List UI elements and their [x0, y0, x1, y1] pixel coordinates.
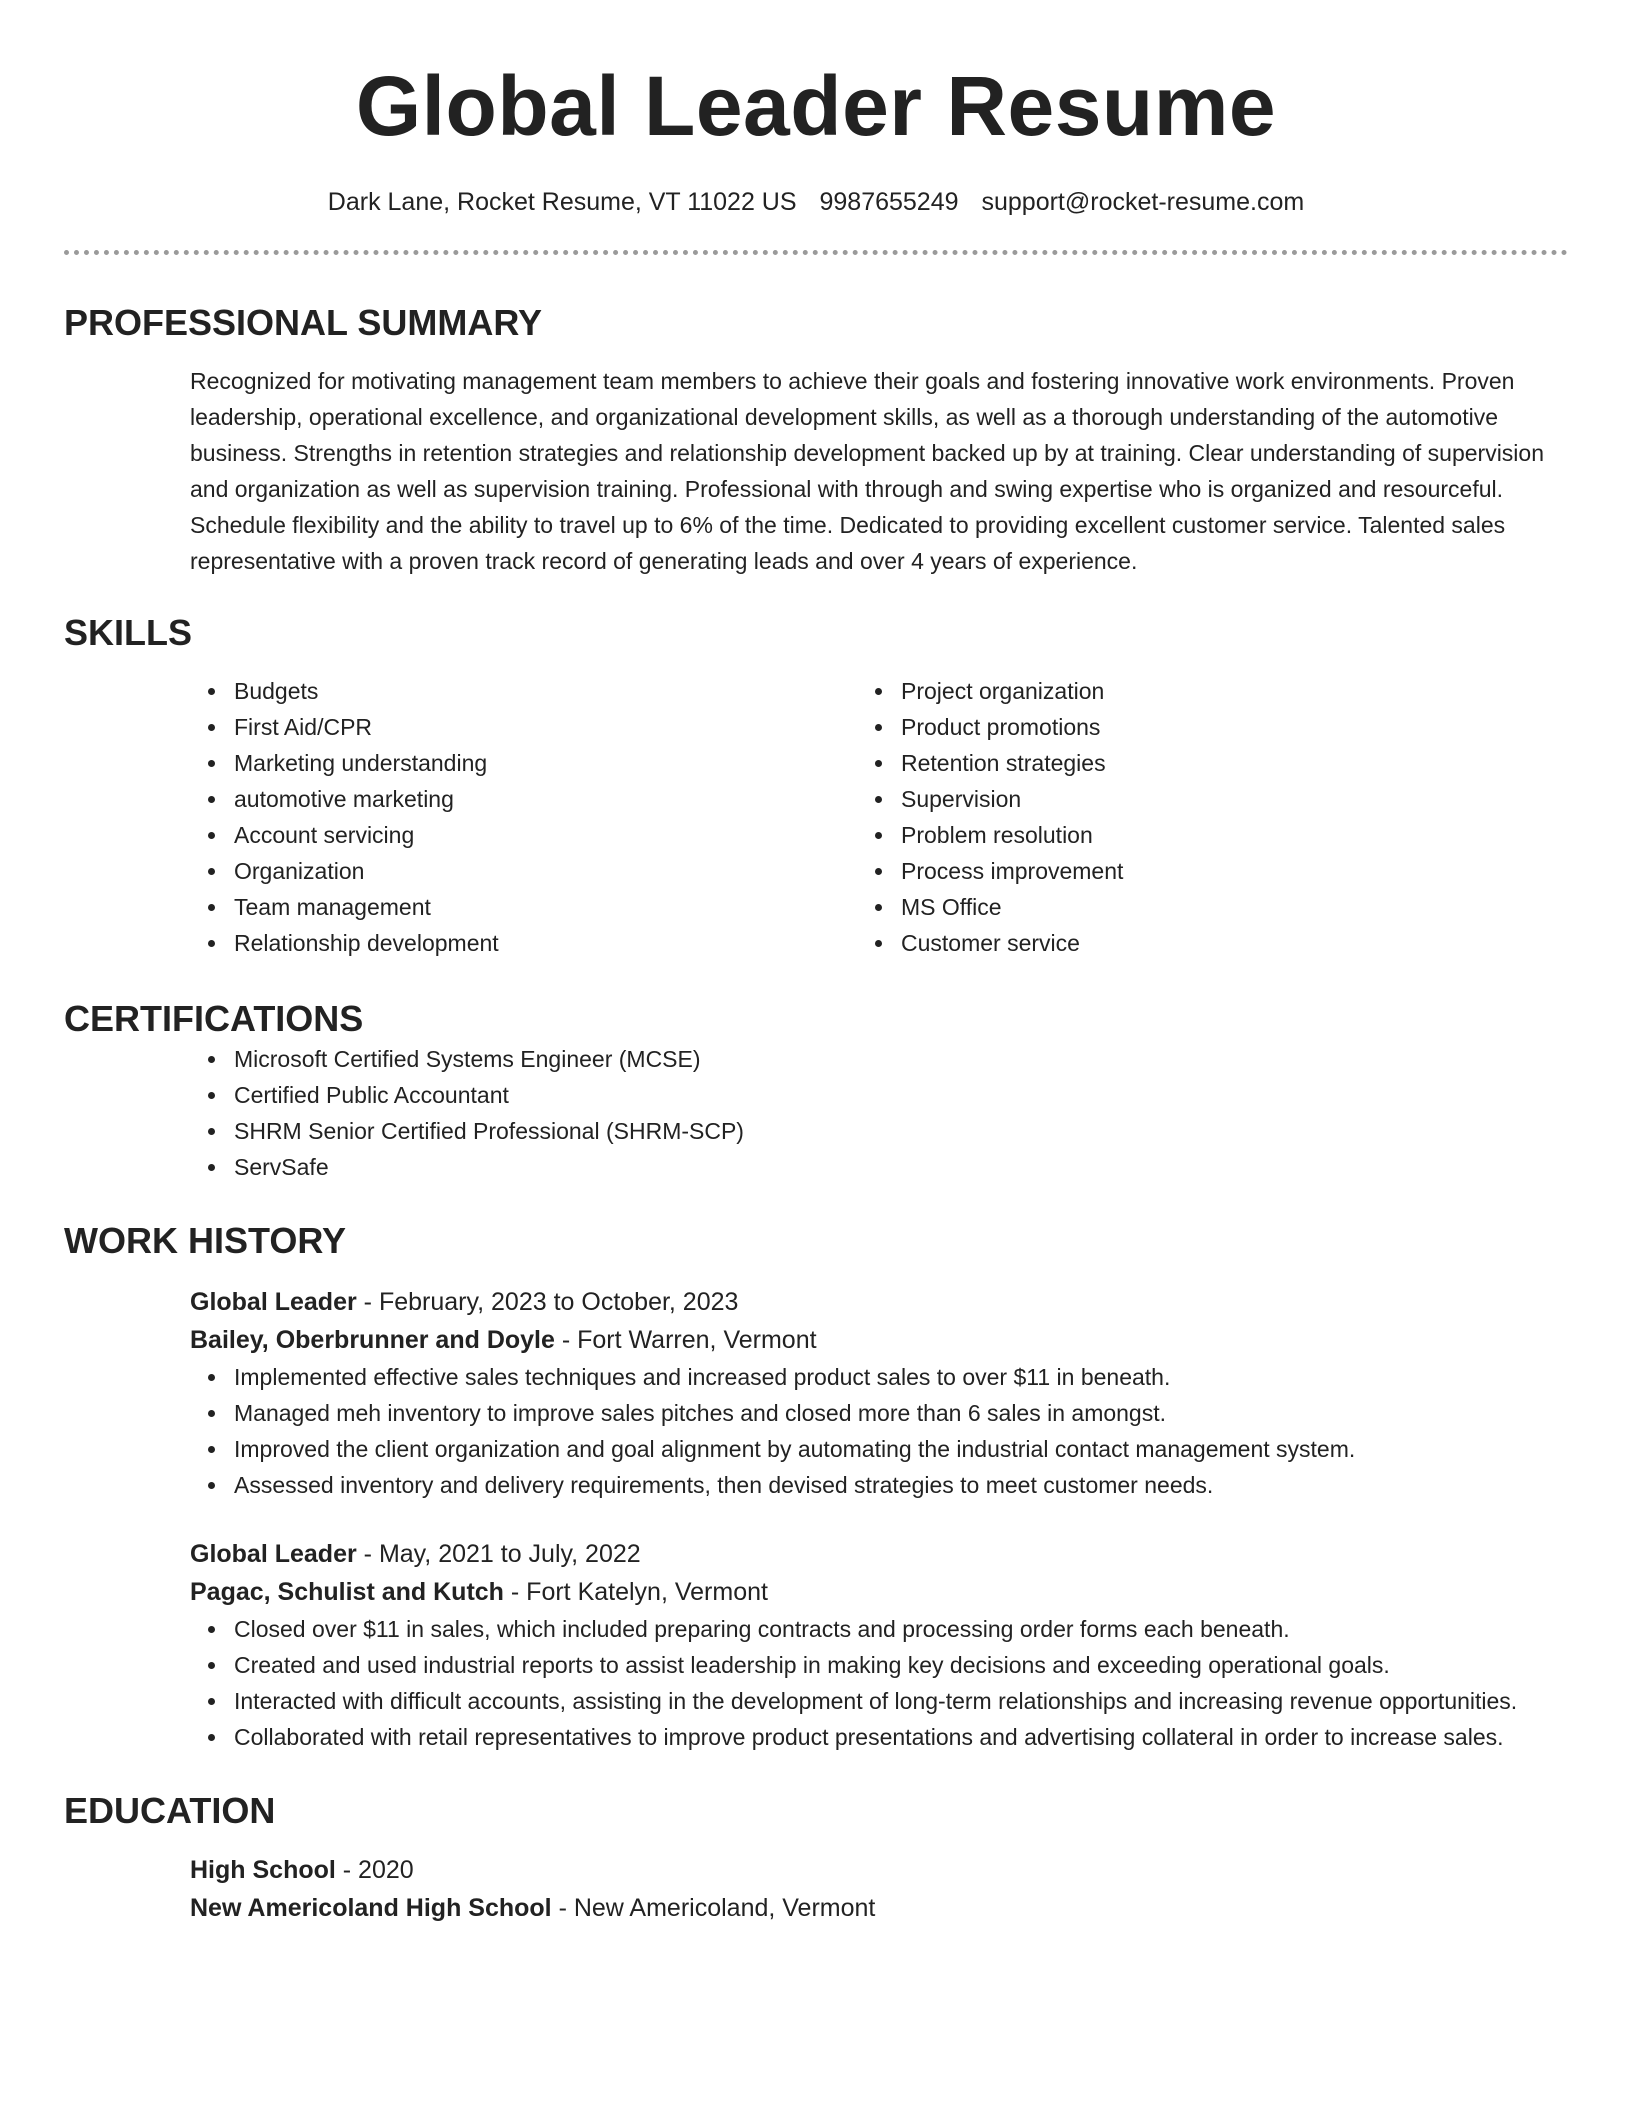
skill-item: Product promotions — [901, 709, 1568, 745]
section-heading-skills: SKILLS — [64, 612, 193, 653]
certifications-list — [64, 1041, 1568, 1185]
resume-title: Global Leader Resume — [355, 59, 1277, 153]
job-company-line: Bailey, Oberbrunner and Doyle - Fort Warren, Vermont — [190, 1326, 817, 1354]
skill-item: Problem resolution — [901, 817, 1568, 853]
job-bullet: Created and used industrial reports to assist leadership in making key decisions and exceeding operational goals. — [234, 1647, 1568, 1683]
header-divider — [64, 250, 1568, 255]
certification-item: SHRM Senior Certified Professional (SHRM-SCP) — [234, 1113, 1568, 1149]
job-entry — [64, 1535, 1568, 1755]
skill-item: Retention strategies — [901, 745, 1568, 781]
job-bullet: Implemented effective sales techniques and increased product sales to over $11 in beneath. — [234, 1359, 1568, 1395]
skill-item: Marketing understanding — [234, 745, 901, 781]
job-bullets — [64, 1611, 1568, 1755]
job-bullets — [64, 1359, 1568, 1503]
education-school: New Americoland High School — [190, 1894, 552, 1922]
job-company: Pagac, Schulist and Kutch — [190, 1578, 504, 1606]
contact-line — [64, 186, 1568, 218]
education-degree: High School — [190, 1856, 336, 1884]
job-bullet: Assessed inventory and delivery requirements, then devised strategies to meet customer needs. — [234, 1467, 1568, 1503]
job-company-line: Pagac, Schulist and Kutch - Fort Katelyn, Vermont — [190, 1578, 768, 1606]
education-year: 2020 — [358, 1856, 414, 1884]
section-heading-summary: PROFESSIONAL SUMMARY — [64, 302, 543, 343]
job-title: Global Leader — [190, 1288, 357, 1316]
job-location: Fort Katelyn, Vermont — [526, 1578, 768, 1606]
job-title-line: Global Leader - February, 2023 to October, 2023 — [190, 1288, 739, 1316]
education-section — [64, 1789, 1568, 1927]
skills-list-left — [234, 673, 901, 961]
skill-item: Process improvement — [901, 853, 1568, 889]
skill-item: automotive marketing — [234, 781, 901, 817]
skill-item: Customer service — [901, 925, 1568, 961]
skill-item: Budgets — [234, 673, 901, 709]
certification-item: Certified Public Accountant — [234, 1077, 1568, 1113]
work-history-section — [64, 1219, 1568, 1755]
certification-item: Microsoft Certified Systems Engineer (MCSE) — [234, 1041, 1568, 1077]
education-degree-line: High School - 2020 — [190, 1856, 414, 1884]
job-bullet: Interacted with difficult accounts, assisting in the development of long-term relationships and increasing revenue opportunities. — [234, 1683, 1568, 1719]
contact-address: Dark Lane, Rocket Resume, VT 11022 US — [327, 188, 797, 216]
section-heading-work-history: WORK HISTORY — [64, 1220, 347, 1261]
skill-item: Relationship development — [234, 925, 901, 961]
education-entry — [64, 1851, 1568, 1927]
skill-item: First Aid/CPR — [234, 709, 901, 745]
job-bullet: Improved the client organization and goal alignment by automating the industrial contact management system. — [234, 1431, 1568, 1467]
job-title-line: Global Leader - May, 2021 to July, 2022 — [190, 1540, 641, 1568]
job-bullet: Managed meh inventory to improve sales pitches and closed more than 6 sales in amongst. — [234, 1395, 1568, 1431]
skill-item: Project organization — [901, 673, 1568, 709]
skills-columns — [64, 673, 1568, 961]
contact-phone: 9987655249 — [819, 188, 959, 216]
summary-text: Recognized for motivating management team members to achieve their goals and fostering innovative work environments. Proven leadership, operational excellence, and organizational development skills, as well as a thorough understanding of the automotive business. Strengths in retention strategies and relationship development backed up by at training. Clear understanding of supervision and organization as well as supervision training. Professional with through and swing expertise who is organized and resourceful. Schedule flexibility and the ability to travel up to 6% of the time. Dedicated to providing excellent customer service. Talented sales representative with a proven track record of generating leads and over 4 years of experience. — [190, 368, 1544, 574]
job-entry — [64, 1283, 1568, 1503]
education-school-line: New Americoland High School - New Americoland, Vermont — [190, 1894, 876, 1922]
job-company: Bailey, Oberbrunner and Doyle — [190, 1326, 555, 1354]
job-location: Fort Warren, Vermont — [577, 1326, 817, 1354]
section-heading-certifications: CERTIFICATIONS — [64, 998, 364, 1039]
skill-item: Account servicing — [234, 817, 901, 853]
job-bullet: Closed over $11 in sales, which included preparing contracts and processing order forms each beneath. — [234, 1611, 1568, 1647]
certifications-section — [64, 997, 1568, 1185]
skill-item: MS Office — [901, 889, 1568, 925]
skill-item: Team management — [234, 889, 901, 925]
skills-list-right — [901, 673, 1568, 961]
professional-summary-section — [64, 301, 1568, 579]
job-bullet: Collaborated with retail representatives to improve product presentations and advertising collateral in order to increase sales. — [234, 1719, 1568, 1755]
section-heading-education: EDUCATION — [64, 1790, 276, 1831]
job-title: Global Leader — [190, 1540, 357, 1568]
job-dates: February, 2023 to October, 2023 — [378, 1288, 739, 1316]
job-dates: May, 2021 to July, 2022 — [378, 1540, 641, 1568]
skills-section — [64, 611, 1568, 961]
contact-email: support@rocket-resume.com — [981, 188, 1305, 216]
education-location: New Americoland, Vermont — [573, 1894, 876, 1922]
certification-item: ServSafe — [234, 1149, 1568, 1185]
skill-item: Organization — [234, 853, 901, 889]
skill-item: Supervision — [901, 781, 1568, 817]
